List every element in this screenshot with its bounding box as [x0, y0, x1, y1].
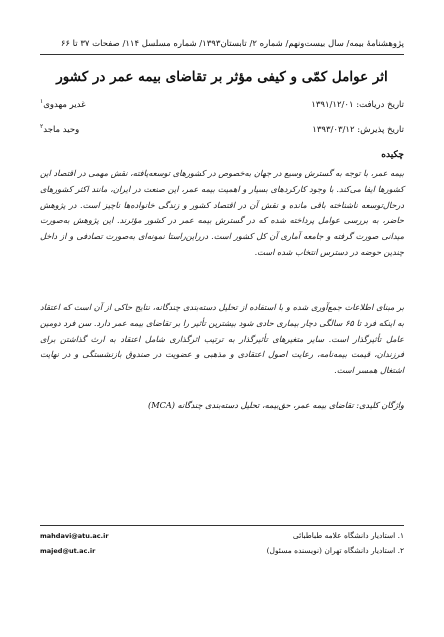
abstract-paragraph-2: بر مبنای اطلاعات جمع‌آوری شده و با استفاده از تحلیل دسته‌بندی چندگانه، نتایج حاکی از آن است که اعتقاد به اینکه فرد تا ۶۵ سالگی دچار بیماری حادی شود بیشترین تأثیر را بر تقاضای بیمه عمر دارد. سن فرد دومین عامل تأثیرگذار است. سایر متغیرهای تأثیرگذار به ترتیب اثرگذاری شامل اعتقاد به ارث گذاشتن برای فرزندان، قیمت بیمه‌نامه، رعایت اصول اعتقادی و مذهبی و عضویت در صندوق بازنشستگی و در نهایت اشتغال همسر است.	[40, 302, 404, 376]
meta-row-2	[40, 124, 404, 136]
keywords: واژگان کلیدی: تقاضای بیمه عمر، حق‌بیمه، تحلیل دسته‌بندی چندگانه (MCA)	[148, 400, 404, 410]
author-marker: ۲	[40, 123, 44, 131]
footnote-email[interactable]: mahdavi@atu.ac.ir	[40, 532, 109, 540]
footnote-divider	[40, 525, 404, 526]
author-name: غدیر مهدوی	[43, 100, 86, 110]
author-2	[40, 124, 79, 136]
author-marker: ۱	[40, 98, 44, 106]
abstract-heading: چکیده	[381, 150, 404, 160]
abstract-paragraph-1: بیمه عمر، با توجه به گسترش وسیع در جهان به‌خصوص در کشورهای توسعه‌یافته، نقش مهمی در اقتصاد این کشورها ایفا می‌کند. با وجود کارکردهای بسیار و اهمیت بیمه عمر، این صنعت در ایران، مانند اکثر کشورهای درحال‌توسعه ناشناخته باقی مانده و نقش آن در اقتصاد کشور و زندگی خانواده‌ها ناچیز است. در پژوهش حاضر، به بررسی عوامل پرداخته شده که در گسترش بیمه عمر در کشور مؤثرند. این پژوهش به‌صورت میدانی صورت گرفته و جامعه آماری آن کل کشور است. درراین‌راستا نمونه‌ای به‌صورت تصادفی و از داخل چندین حوضه در دسترس انتخاب شده است.	[40, 168, 404, 257]
footnote-1	[40, 530, 404, 542]
footnote-affiliation: ۲. استادیار دانشگاه تهران (نویسنده مسئول)	[266, 546, 404, 555]
footnote-email[interactable]: majed@ut.ac.ir	[40, 547, 96, 555]
journal-header: پژوهشنامهٔ بیمه/ سال بیست‌ونهم/ شماره ۲/ تابستان۱۳۹۳/ شماره مسلسل ۱۱۴/ صفحات ۳۷ تا ۶۶	[60, 39, 404, 49]
footnote-2	[40, 545, 404, 557]
received-date: تاریخ دریافت: ۱۳۹۱/۱۲/۰۱	[311, 100, 404, 110]
article-title: اثر عوامل کمّی و کیفی مؤثر بر تقاضای بیمه عمر در کشور	[56, 69, 388, 85]
author-name: وحید ماجد	[43, 125, 80, 135]
footnote-affiliation: ۱. استادیار دانشگاه علامه طباطبائی	[292, 531, 404, 540]
meta-row-1	[40, 99, 404, 111]
author-1	[40, 99, 86, 111]
accepted-date: تاریخ پذیرش: ۱۳۹۳/۰۳/۱۲	[312, 125, 404, 135]
header-divider	[40, 54, 404, 55]
